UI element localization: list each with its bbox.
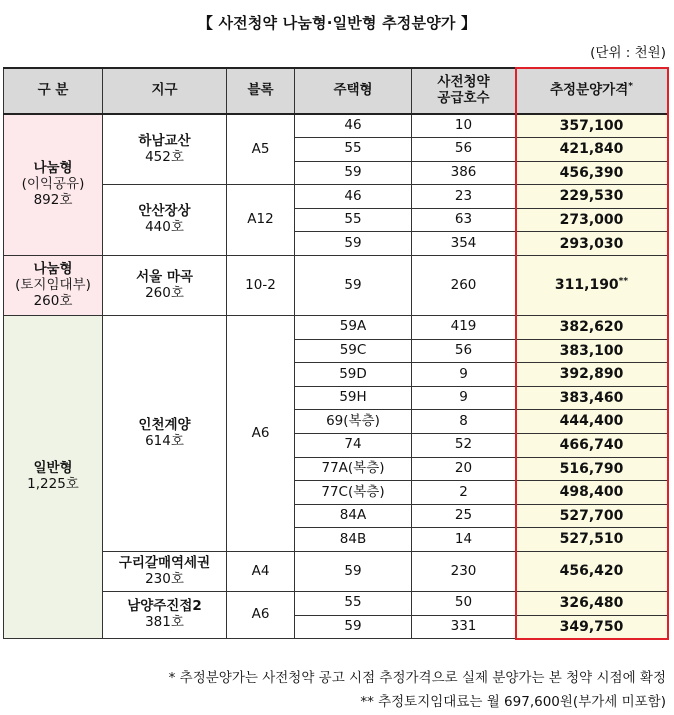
block-seoul: 10-2 — [227, 256, 295, 316]
housing-type-cell: 59 — [295, 256, 412, 316]
district-seoul-count: 260호 — [145, 284, 184, 301]
housing-type-cell: 59 — [295, 615, 412, 639]
supply-cell: 10 — [412, 114, 516, 138]
supply-cell: 419 — [412, 316, 516, 340]
header-block: 블록 — [227, 68, 295, 114]
housing-type-cell: 55 — [295, 592, 412, 616]
price-cell: 421,840 — [516, 138, 668, 162]
supply-cell: 9 — [412, 386, 516, 410]
housing-type-cell: 59D — [295, 363, 412, 387]
supply-cell: 354 — [412, 232, 516, 256]
group-share-name: 나눔형 — [33, 160, 73, 177]
block-ansan: A12 — [227, 185, 295, 256]
district-namyang-count: 381호 — [145, 614, 184, 631]
district-incheon-name: 인천계양 — [138, 416, 191, 433]
header-supply-line2: 공급호수 — [437, 90, 490, 106]
price-cell: 326,480 — [516, 592, 668, 616]
document-title: 【 사전청약 나눔형·일반형 추정분양가 】 — [197, 14, 477, 32]
district-namyang-name: 남양주진접2 — [127, 598, 202, 615]
district-cell-seoul — [103, 256, 227, 316]
group-cell-land — [4, 256, 103, 316]
footnote-2: ** 추정토지임대료는 월 697,600원(부가세 미포함) — [360, 694, 666, 710]
supply-cell: 9 — [412, 363, 516, 387]
group-land-count: 260호 — [33, 292, 73, 309]
price-cell: 273,000 — [516, 208, 668, 232]
price-value: 311,190 — [554, 277, 619, 294]
group-general-count: 1,225호 — [27, 476, 79, 493]
housing-type-cell: 84B — [295, 528, 412, 552]
unit-label: (단위 : 천원) — [590, 45, 666, 61]
block-incheon: A6 — [227, 316, 295, 552]
supply-cell: 56 — [412, 339, 516, 363]
price-cell: 392,890 — [516, 363, 668, 387]
header-price-mark: * — [628, 81, 633, 92]
housing-type-cell: 74 — [295, 434, 412, 458]
district-cell-guri — [103, 552, 227, 592]
district-incheon-count: 614호 — [145, 432, 184, 449]
price-cell: 498,400 — [516, 481, 668, 505]
district-cell-hanam — [103, 114, 227, 185]
supply-cell: 386 — [412, 161, 516, 185]
group-general-name: 일반형 — [33, 460, 73, 477]
header-housing-type: 주택형 — [295, 68, 412, 114]
district-ansan-count: 440호 — [145, 219, 184, 236]
housing-type-cell: 55 — [295, 138, 412, 162]
price-cell: 357,100 — [516, 114, 668, 138]
price-cell: 466,740 — [516, 434, 668, 458]
block-guri: A4 — [227, 552, 295, 592]
supply-cell: 23 — [412, 185, 516, 209]
price-cell: 383,460 — [516, 386, 668, 410]
price-cell: 349,750 — [516, 615, 668, 639]
table-row — [4, 114, 668, 138]
header-price — [516, 68, 668, 114]
district-cell-namyang — [103, 592, 227, 639]
header-district: 지구 — [103, 68, 227, 114]
price-cell: 444,400 — [516, 410, 668, 434]
table-row — [4, 185, 668, 209]
table-row — [4, 552, 668, 592]
group-land-name: 나눔형 — [33, 260, 73, 277]
housing-type-cell: 59H — [295, 386, 412, 410]
price-cell: 527,510 — [516, 528, 668, 552]
footnote-1: * 추정분양가는 사전청약 공고 시점 추정가격으로 실제 분양가는 본 청약 시점에 확정 — [168, 670, 666, 686]
district-ansan-name: 안산장상 — [138, 203, 191, 220]
supply-cell: 50 — [412, 592, 516, 616]
district-hanam-name: 하남교산 — [138, 132, 191, 149]
supply-cell: 2 — [412, 481, 516, 505]
price-cell: 293,030 — [516, 232, 668, 256]
price-cell — [516, 256, 668, 316]
housing-type-cell: 77C(복층) — [295, 481, 412, 505]
supply-cell: 230 — [412, 552, 516, 592]
supply-cell: 63 — [412, 208, 516, 232]
header-supply — [412, 68, 516, 114]
group-share-count: 892호 — [33, 191, 73, 208]
supply-cell: 25 — [412, 504, 516, 528]
price-cell: 229,530 — [516, 185, 668, 209]
header-category: 구 분 — [4, 68, 103, 114]
price-cell: 456,420 — [516, 552, 668, 592]
table-row — [4, 316, 668, 340]
group-share-sub: (이익공유) — [21, 176, 85, 193]
district-cell-ansan — [103, 185, 227, 256]
group-land-sub: (토지임대부) — [15, 276, 91, 293]
price-cell: 456,390 — [516, 161, 668, 185]
supply-cell: 260 — [412, 256, 516, 316]
header-price-label: 추정분양가격 — [550, 82, 629, 99]
district-guri-name: 구리갈매역세권 — [118, 554, 211, 571]
housing-type-cell: 55 — [295, 208, 412, 232]
header-row — [4, 68, 668, 114]
price-cell: 516,790 — [516, 457, 668, 481]
supply-cell: 20 — [412, 457, 516, 481]
district-seoul-name: 서울 마곡 — [136, 268, 193, 285]
housing-type-cell: 46 — [295, 185, 412, 209]
housing-type-cell: 59A — [295, 316, 412, 340]
group-cell-share — [4, 114, 103, 256]
price-table — [3, 67, 668, 639]
price-cell: 527,700 — [516, 504, 668, 528]
table-row — [4, 592, 668, 616]
housing-type-cell: 84A — [295, 504, 412, 528]
housing-type-cell: 46 — [295, 114, 412, 138]
district-hanam-count: 452호 — [145, 148, 184, 165]
housing-type-cell: 77A(복층) — [295, 457, 412, 481]
supply-cell: 52 — [412, 434, 516, 458]
block-namyang: A6 — [227, 592, 295, 639]
district-guri-count: 230호 — [145, 570, 184, 587]
price-cell: 382,620 — [516, 316, 668, 340]
supply-cell: 56 — [412, 138, 516, 162]
price-mark: ** — [618, 276, 629, 287]
housing-type-cell: 59 — [295, 161, 412, 185]
supply-cell: 331 — [412, 615, 516, 639]
block-hanam: A5 — [227, 114, 295, 185]
housing-type-cell: 59C — [295, 339, 412, 363]
supply-cell: 8 — [412, 410, 516, 434]
district-cell-incheon — [103, 316, 227, 552]
housing-type-cell: 59 — [295, 232, 412, 256]
housing-type-cell: 69(복층) — [295, 410, 412, 434]
housing-type-cell: 59 — [295, 552, 412, 592]
supply-cell: 14 — [412, 528, 516, 552]
table-row — [4, 256, 668, 316]
header-supply-line1: 사전청약 — [437, 74, 490, 91]
price-cell: 383,100 — [516, 339, 668, 363]
group-cell-general — [4, 316, 103, 639]
